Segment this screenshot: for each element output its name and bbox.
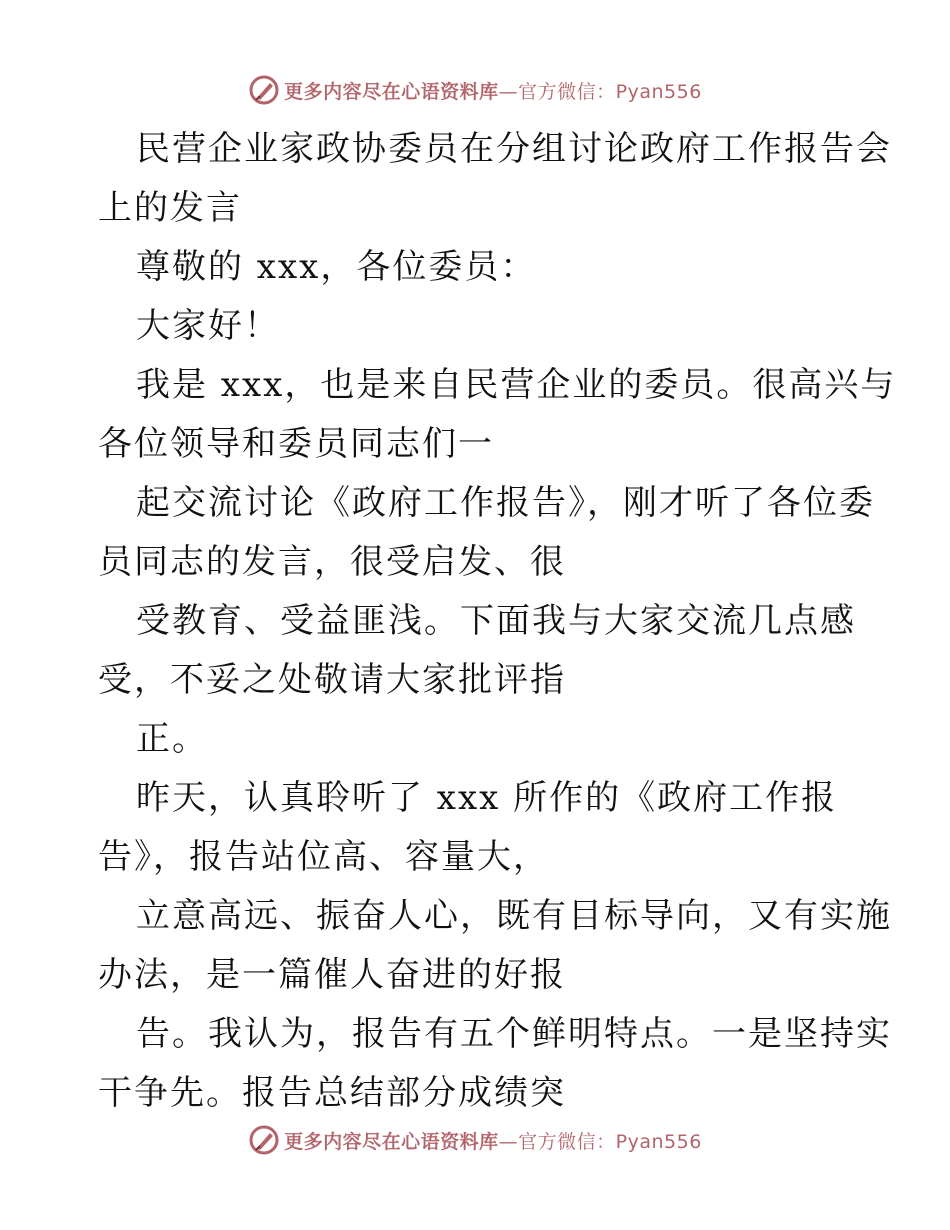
footer-banner xyxy=(0,1120,950,1160)
text-line: 我是 xxx，也是来自民营企业的委员。很高兴与 xyxy=(136,365,897,405)
text-line: 干争先。报告总结部分成绩突 xyxy=(98,1073,566,1113)
document-body xyxy=(98,120,897,1123)
text-line: 正。 xyxy=(136,719,208,759)
banner-text-bold: 更多内容尽在心语资料库 xyxy=(284,1130,499,1153)
header-banner xyxy=(0,70,950,110)
text-line: 各位领导和委员同志们一 xyxy=(98,424,494,464)
text-line: 告。我认为，报告有五个鲜明特点。一是坚持实 xyxy=(136,1014,892,1054)
banner-text-rest: —官方微信：Pyan556 xyxy=(498,80,702,103)
text-line: 办法，是一篇催人奋进的好报 xyxy=(98,955,566,995)
text-line: 民营企业家政协委员在分组讨论政府工作报告会 xyxy=(136,129,892,169)
banner-text xyxy=(284,1127,702,1154)
text-line: 昨天，认真聆听了 xxx 所作的《政府工作报 xyxy=(136,778,838,818)
banner-text-rest: —官方微信：Pyan556 xyxy=(498,1130,702,1153)
text-line: 受，不妥之处敬请大家批评指 xyxy=(98,660,566,700)
banner-text-bold: 更多内容尽在心语资料库 xyxy=(284,80,499,103)
quill-pen-logo-icon xyxy=(248,1124,280,1156)
text-line: 受教育、受益匪浅。下面我与大家交流几点感 xyxy=(136,601,856,641)
quill-pen-logo-icon xyxy=(248,74,280,106)
text-line: 大家好！ xyxy=(136,306,280,346)
text-line: 告》，报告站位高、容量大， xyxy=(98,837,549,877)
text-line: 尊敬的 xxx，各位委员： xyxy=(136,247,537,287)
text-line: 起交流讨论《政府工作报告》，刚才听了各位委 xyxy=(136,483,875,523)
text-line: 员同志的发言，很受启发、很 xyxy=(98,542,566,582)
text-line: 上的发言 xyxy=(98,188,242,228)
banner-text xyxy=(284,77,702,104)
text-line: 立意高远、振奋人心，既有目标导向，又有实施 xyxy=(136,896,892,936)
